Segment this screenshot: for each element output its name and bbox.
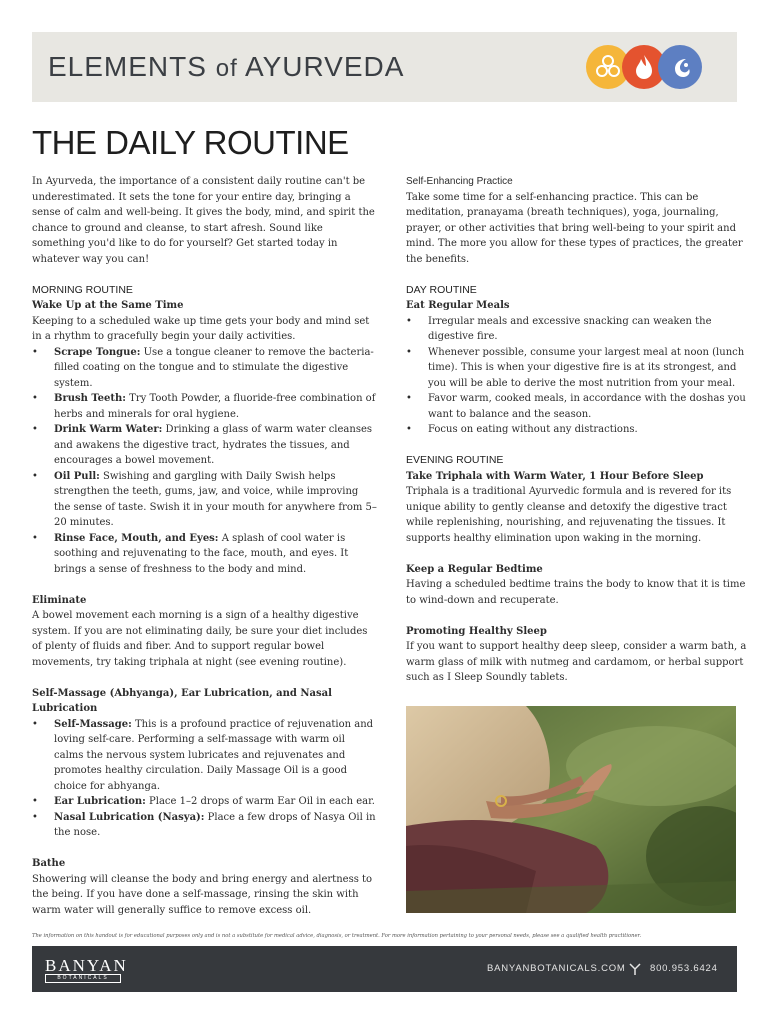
list-item-text: Try Tooth Powder, a fluoride-free combination of herbs and minerals for oral hygiene. bbox=[54, 393, 376, 420]
banyan-tree-icon bbox=[628, 961, 642, 980]
eliminate-text: A bowel movement each morning is a sign of a healthy digestive system. If you are not eliminating daily, be sure your diet includes of plenty of fluids and fiber. And to support regular bowel movements, try taking triphala at night (see evening routine). bbox=[32, 610, 368, 668]
list-item-text: A splash of cool water is soothing and rejuvenating to the face, mouth, and eyes. It brings a sense of freshness to the body and mind. bbox=[54, 532, 349, 575]
list-item: • Focus on eating without any distractions. bbox=[406, 422, 751, 438]
bathe-subheading: Bathe bbox=[32, 858, 66, 869]
list-item-label: Scrape Tongue: bbox=[54, 346, 141, 358]
list-item-label: Drink Warm Water: bbox=[54, 424, 163, 435]
disclaimer-text: The information on this handout is for educational purposes only and is not a substitute for medical advice, diagnosis, or treatment. For more information pertaining to your personal needs, please see a qualified health practitioner. bbox=[32, 933, 642, 940]
list-item bbox=[32, 422, 377, 469]
list-item: • Irregular meals and excessive snacking can weaken the digestive fire. bbox=[406, 314, 751, 345]
list-item-label: Rinse Face, Mouth, and Eyes: bbox=[54, 532, 219, 544]
list-item bbox=[32, 717, 377, 795]
day-routine-heading: DAY ROUTINE bbox=[406, 283, 477, 296]
bedtime-subheading: Keep a Regular Bedtime bbox=[406, 563, 543, 575]
morning-routine-heading: MORNING ROUTINE bbox=[32, 283, 133, 296]
practice-heading: Self-Enhancing Practice bbox=[406, 176, 513, 187]
list-item bbox=[32, 531, 377, 578]
list-item bbox=[32, 810, 377, 841]
eat-regular-meals-subheading: Eat Regular Meals bbox=[406, 300, 510, 311]
list-item bbox=[32, 794, 377, 810]
list-item-label: Nasal Lubrication (Nasya): bbox=[54, 811, 205, 823]
massage-list bbox=[32, 717, 377, 841]
list-item-text: Place a few drops of Nasya Oil in the nose. bbox=[54, 811, 376, 838]
phone-number[interactable]: 800.953.6424 bbox=[650, 963, 718, 974]
sleep-text: If you want to support healthy deep sleep, consider a warm bath, a warm glass of milk with nutmeg and cardamom, or herbal support such as I Sleep Soundly tablets. bbox=[406, 641, 747, 683]
evening-routine-heading: EVENING ROUTINE bbox=[406, 454, 504, 466]
header-banner bbox=[32, 32, 737, 102]
banyan-logo-subtitle: BOTANICALS bbox=[45, 974, 121, 983]
brand-title-elements: ELEMENTS bbox=[48, 51, 207, 82]
list-item-label: Ear Lubrication: bbox=[54, 796, 146, 807]
list-item: • Whenever possible, consume your largest meal at noon (lunch time). This is when your digestive fire is at its strongest, and you will be able to derive the most nutrition from your meal. bbox=[406, 345, 751, 392]
list-item-text: Swishing and gargling with Daily Swish helps strengthen the teeth, gums, jaw, and voice, while improving the sense of taste. Swish it in your mouth for anywhere from 5–20 minutes. bbox=[54, 470, 377, 528]
brand-title-ayurveda: AYURVEDA bbox=[244, 51, 405, 82]
list-item-label: Brush Teeth: bbox=[54, 393, 126, 404]
morning-list bbox=[32, 345, 377, 578]
practice-text: Take some time for a self-enhancing practice. This can be meditation, pranayama (breath techniques), yoga, journaling, prayer, or other activities that bring well-being to your spirit and mind. The more you allow for these types of practices, the greater the benefits. bbox=[406, 191, 743, 265]
list-item bbox=[32, 469, 377, 531]
day-list bbox=[406, 314, 751, 438]
intro-paragraph: In Ayurveda, the importance of a consistent daily routine can't be underestimated. It sets the tone for your entire day, bringing a sense of calm and well-being. It gives the body, mind, and spirit the chance to ground and cleanse, to start afresh. Sound like something you'd like to do for yourself? Get started today in whatever way you can! bbox=[32, 176, 375, 265]
wake-up-subheading: Wake Up at the Same Time bbox=[32, 300, 184, 311]
page-title: THE DAILY ROUTINE bbox=[32, 124, 349, 161]
bathe-text: Showering will cleanse the body and bring energy and alertness to the being. If you have done a self-massage, rinsing the skin with warm water will generally suffice to remove excess oil. bbox=[32, 873, 373, 916]
list-item-text: Use a tongue cleaner to remove the bacteria-filled coating on the tongue and to stimulate the digestive system. bbox=[54, 346, 374, 389]
kapha-water-icon bbox=[658, 45, 702, 89]
brand-title bbox=[48, 51, 404, 83]
bedtime-text: Having a scheduled bedtime trains the body to know that it is time to wind-down and recuperate. bbox=[406, 579, 746, 606]
triphala-text: Triphala is a traditional Ayurvedic formula and is revered for its unique ability to gently cleanse and detoxify the digestive tract while replenishing, nourishing, and rejuvenating the tissues. It supports healthy elimination upon waking in the morning. bbox=[406, 486, 732, 544]
brand-title-of: of bbox=[215, 55, 238, 82]
meditation-photo bbox=[406, 706, 736, 913]
left-column bbox=[32, 174, 377, 918]
website-link[interactable]: BANYANBOTANICALS.COM bbox=[487, 963, 626, 974]
list-item bbox=[32, 391, 377, 422]
list-item: • Favor warm, cooked meals, in accordance with the doshas you want to balance and the season. bbox=[406, 391, 751, 422]
triphala-subheading: Take Triphala with Warm Water, 1 Hour Before Sleep bbox=[406, 470, 704, 482]
list-item-text: Place 1–2 drops of warm Ear Oil in each ear. bbox=[145, 796, 375, 807]
list-item-label: Self-Massage: bbox=[54, 718, 132, 730]
right-column bbox=[406, 174, 751, 686]
list-item bbox=[32, 345, 377, 392]
banyan-logo: BANYAN bbox=[45, 956, 128, 975]
eliminate-subheading: Eliminate bbox=[32, 594, 87, 606]
self-massage-subheading: Self-Massage (Abhyanga), Ear Lubrication, and Nasal Lubrication bbox=[32, 687, 332, 714]
wake-up-text: Keeping to a scheduled wake up time gets your body and mind set in a rhythm to gracefully begin your daily activities. bbox=[32, 315, 370, 342]
list-item-text: This is a profound practice of rejuvenation and loving self-care. Performing a self-massage with warm oil calms the nervous system lubricates and rejuvenates and promotes healthy circulation. Daily Massage Oil is a good choice for abhyanga. bbox=[54, 718, 374, 792]
list-item-label: Oil Pull: bbox=[54, 470, 100, 482]
footer-bar bbox=[32, 946, 737, 992]
sleep-subheading: Promoting Healthy Sleep bbox=[406, 625, 547, 637]
list-item-text: Drinking a glass of warm water cleanses and awakens the digestive tract, hydrates the tissues, and encourages a bowel movement. bbox=[54, 424, 372, 466]
